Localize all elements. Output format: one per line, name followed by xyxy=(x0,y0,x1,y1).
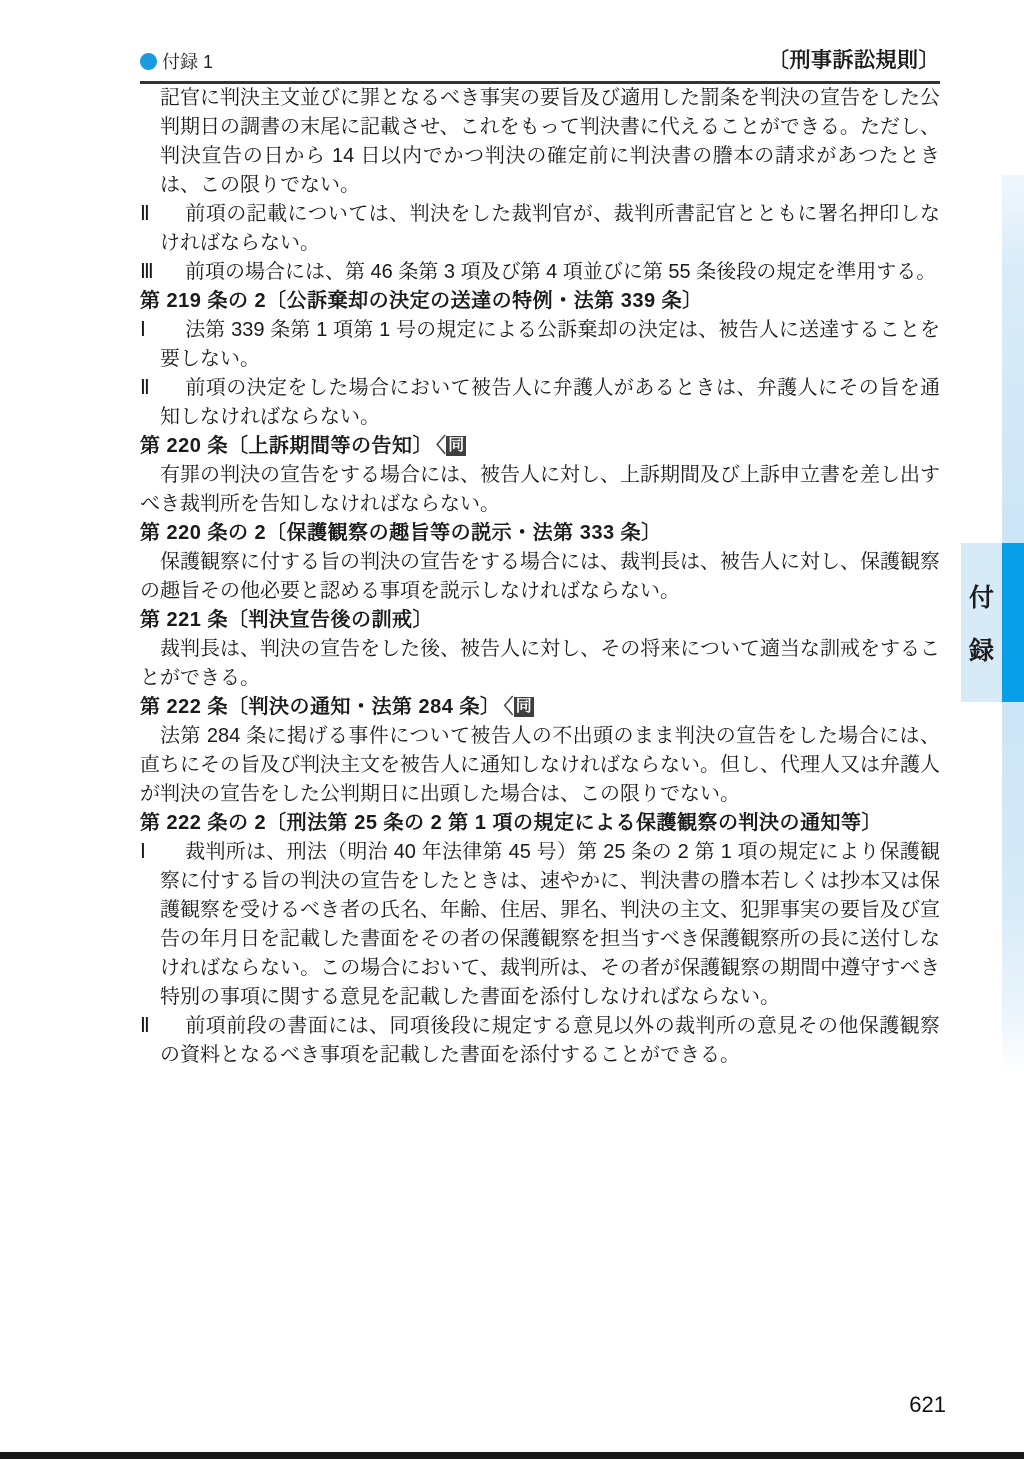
same-law-badge: 同 xyxy=(448,437,465,454)
page-number: 621 xyxy=(909,1392,946,1417)
article-heading xyxy=(140,606,940,635)
item-numeral: Ⅱ xyxy=(140,1015,150,1037)
article-heading xyxy=(140,432,940,461)
article-paragraph: 法第 284 条に掲げる事件について被告人の不出頭のまま判決の宣告をした場合には、直ちにその旨及び判決主文を被告人に通知しなければならない。但し、代理人又は弁護人が判決の宣告をした公判期日に出頭した場合は、この限りでない。 xyxy=(140,725,940,805)
article-paragraph: 保護観察に付する旨の判決の宣告をする場合には、裁判長は、被告人に対し、保護観察の趣旨その他必要と認める事項を説示しなければならない。 xyxy=(140,551,940,602)
paragraph-continuation: 記官に判決主文並びに罪となるべき事実の要旨及び適用した罰条を判決の宣告をした公判期日の調書の末尾に記載させ、これをもって判決書に代えることができる。ただし、判決宣告の日から 14 日以内でかつ判決の確定前に判決書の謄本の請求があつたときは、この限りでない。 xyxy=(160,87,940,196)
article-heading xyxy=(140,809,940,838)
side-tab-char: 付 xyxy=(968,584,994,612)
list-item xyxy=(140,258,940,287)
item-numeral: Ⅱ xyxy=(140,377,150,399)
article-paragraph: 裁判長は、判決の宣告をした後、被告人に対し、その将来について適当な訓戒をすることができる。 xyxy=(140,638,940,689)
item-text: 前項の記載については、判決をした裁判官が、裁判所書記官とともに署名押印しなければならない。 xyxy=(160,203,940,254)
item-numeral: Ⅲ xyxy=(140,261,154,283)
side-tab-char: 録 xyxy=(968,637,994,665)
article-heading-text: 第 221 条〔判決宣告後の訓戒〕 xyxy=(140,609,433,631)
same-law-badge: 同 xyxy=(515,698,533,715)
blue-dot-icon xyxy=(140,53,157,70)
page-content xyxy=(140,84,940,1070)
item-text: 法第 339 条第 1 項第 1 号の規定による公訴棄却の決定は、被告人に送達することを要しない。 xyxy=(160,319,940,370)
same-law-bracket: 〈 xyxy=(435,435,447,457)
page-header xyxy=(140,44,940,84)
article-heading-text: 第 222 条の 2〔刑法第 25 条の 2 第 1 項の規定による保護観察の判決の通知等〕 xyxy=(140,812,882,834)
article-paragraph: 有罪の判決の宣告をする場合には、被告人に対し、上訴期間及び上訴申立書を差し出すべき裁判所を告知しなければならない。 xyxy=(140,464,940,515)
appendix-label-text: 付録 1 xyxy=(162,52,214,72)
article-heading xyxy=(140,287,940,316)
article-heading xyxy=(140,693,940,722)
item-text: 前項前段の書面には、同項後段に規定する意見以外の裁判所の意見その他保護観察の資料となるべき事項を記載した書面を添付することができる。 xyxy=(160,1015,940,1066)
appendix-side-tab xyxy=(961,543,1002,702)
bottom-bar xyxy=(0,1452,1024,1459)
list-item xyxy=(140,316,940,374)
item-text: 裁判所は、刑法（明治 40 年法律第 45 号）第 25 条の 2 第 1 項の規定により保護観察に付する旨の判決の宣告をしたときは、速やかに、判決書の謄本若しくは抄本又は保護観察を受けるべき者の氏名、年齢、住居、罪名、判決の主文、犯罪事実の要旨及び宣告の年月日を記載した書面をその者の保護観察を担当すべき保護観察所の長に送付しなければならない。この場合において、裁判所は、その者が保護観察の期間中遵守すべき特別の事項に関する意見を記載した書面を添付しなければならない。 xyxy=(160,841,940,1008)
item-text: 前項の場合には、第 46 条第 3 項及び第 4 項並びに第 55 条後段の規定を準用する。 xyxy=(185,261,937,283)
article-heading-text: 第 220 条の 2〔保護観察の趣旨等の説示・法第 333 条〕 xyxy=(140,522,662,544)
article-heading-text: 第 220 条〔上訴期間等の告知〕 xyxy=(140,435,433,457)
side-accent-block xyxy=(1002,543,1024,702)
same-law-bracket: 〈 xyxy=(503,696,514,718)
item-numeral: Ⅰ xyxy=(140,319,146,341)
item-numeral: Ⅱ xyxy=(140,203,150,225)
article-heading-text: 第 222 条〔判決の通知・法第 284 条〕 xyxy=(140,696,501,718)
list-item xyxy=(140,838,940,1012)
book-title: 〔刑事訴訟規則〕 xyxy=(768,49,940,72)
list-item xyxy=(140,374,940,432)
article-heading-text: 第 219 条の 2〔公訴棄却の決定の送達の特例・法第 339 条〕 xyxy=(140,290,703,312)
item-text: 前項の決定をした場合において被告人に弁護人があるときは、弁護人にその旨を通知しなければならない。 xyxy=(160,377,940,428)
list-item xyxy=(140,200,940,258)
appendix-label xyxy=(140,48,213,74)
list-item xyxy=(140,1012,940,1070)
article-heading xyxy=(140,519,940,548)
item-numeral: Ⅰ xyxy=(140,841,146,863)
